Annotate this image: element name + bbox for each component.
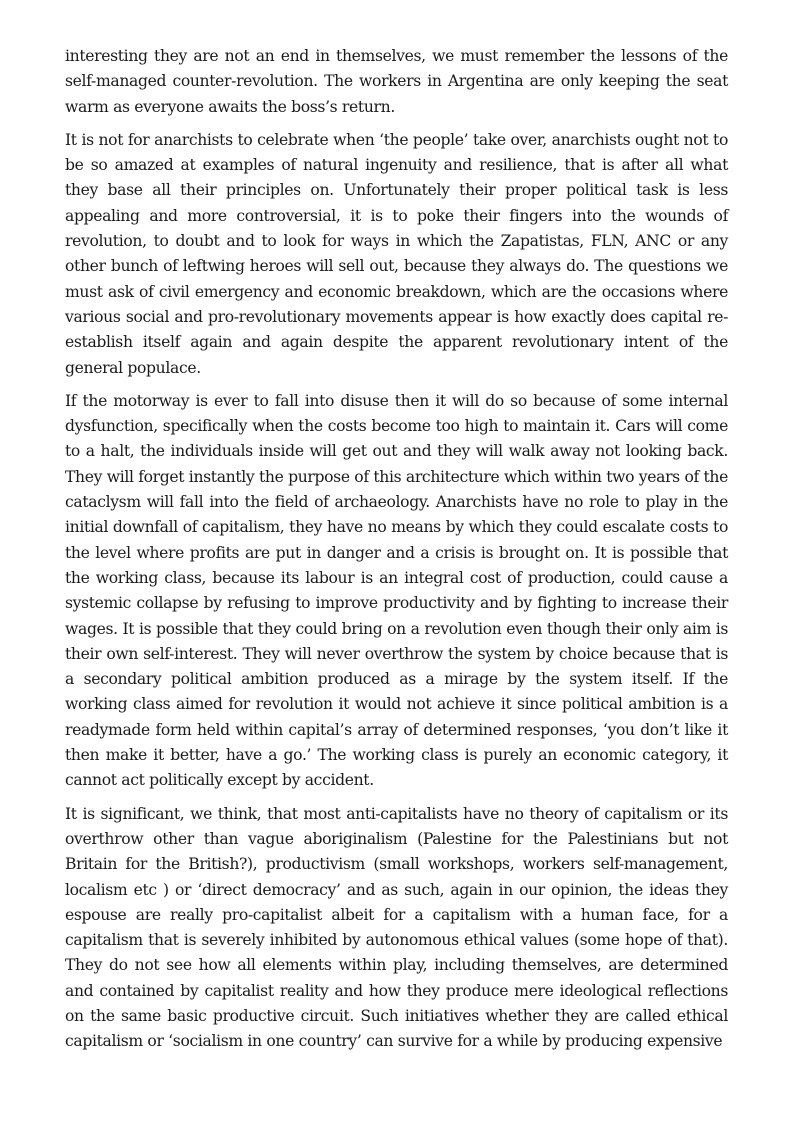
paragraph-4: It is significant, we think, that most anti-capitalists have no theory of capitalism or its overthrow other than vague aboriginalism (Palestine for the Palestinians but not Britain for the British?), productivism (small workshops, workers self-management, localism etc ) or ‘direct democracy’ and as such, again in our opinion, the ideas they espouse are really pro-capitalist albeit for a capitalism with a human face, for a capitalism that is severely inhibited by autonomous ethical values (some hope of that). They do not see how all elements within play, including themselves, are determined and contained by capitalist reality and how they produce mere ideological reflections on the same basic productive circuit. Such initiatives whether they are called ethical capitalism or ‘socialism in one country’ can survive for a while by producing expensive — [65, 804, 728, 1051]
document-page — [65, 44, 728, 1063]
paragraph-3: If the motorway is ever to fall into disuse then it will do so because of some internal dysfunction, specifically when the costs become too high to maintain it. Cars will come to a halt, the individuals inside will get out and they will walk away not looking back. They will forget instantly the purpose of this architecture which within two years of the cataclysm will fall into the field of archaeology. Anarchists have no role to play in the initial downfall of capitalism, they have no means by which they could escalate costs to the level where profits are put in danger and a crisis is brought on. It is possible that the working class, because its labour is an integral cost of production, could cause a systemic collapse by refusing to improve productivity and by fighting to increase their wages. It is possible that they could bring on a revolution even though their only aim is their own self-interest. They will never overthrow the system by choice because that is a secondary political ambition produced as a mirage by the system itself. If the working class aimed for revolution it would not achieve it since political ambition is a readymade form held within capital’s array of determined responses, ‘you don’t like it then make it better, have a go.’ The working class is purely an economic category, it cannot act politically except by accident. — [65, 391, 728, 790]
paragraph-2: It is not for anarchists to celebrate when ‘the people’ take over, anarchists ought not to be so amazed at examples of natural ingenuity and resilience, that is after all what they base all their principles on. Unfortunately their proper political task is less appealing and more controversial, it is to poke their fingers into the wounds of revolution, to doubt and to look for ways in which the Zapatistas, FLN, ANC or any other bunch of leftwing heroes will sell out, because they always do. The questions we must ask of civil emergency and economic breakdown, which are the occasions where various social and pro-revolutionary movements appear is how exactly does capital re-establish itself again and again despite the apparent revolutionary intent of the general populace. — [65, 130, 728, 377]
paragraph-1: interesting they are not an end in themselves, we must remember the lessons of the self-managed counter-revolution. The workers in Argentina are only keeping the seat warm as everyone awaits the boss’s return. — [65, 47, 728, 116]
